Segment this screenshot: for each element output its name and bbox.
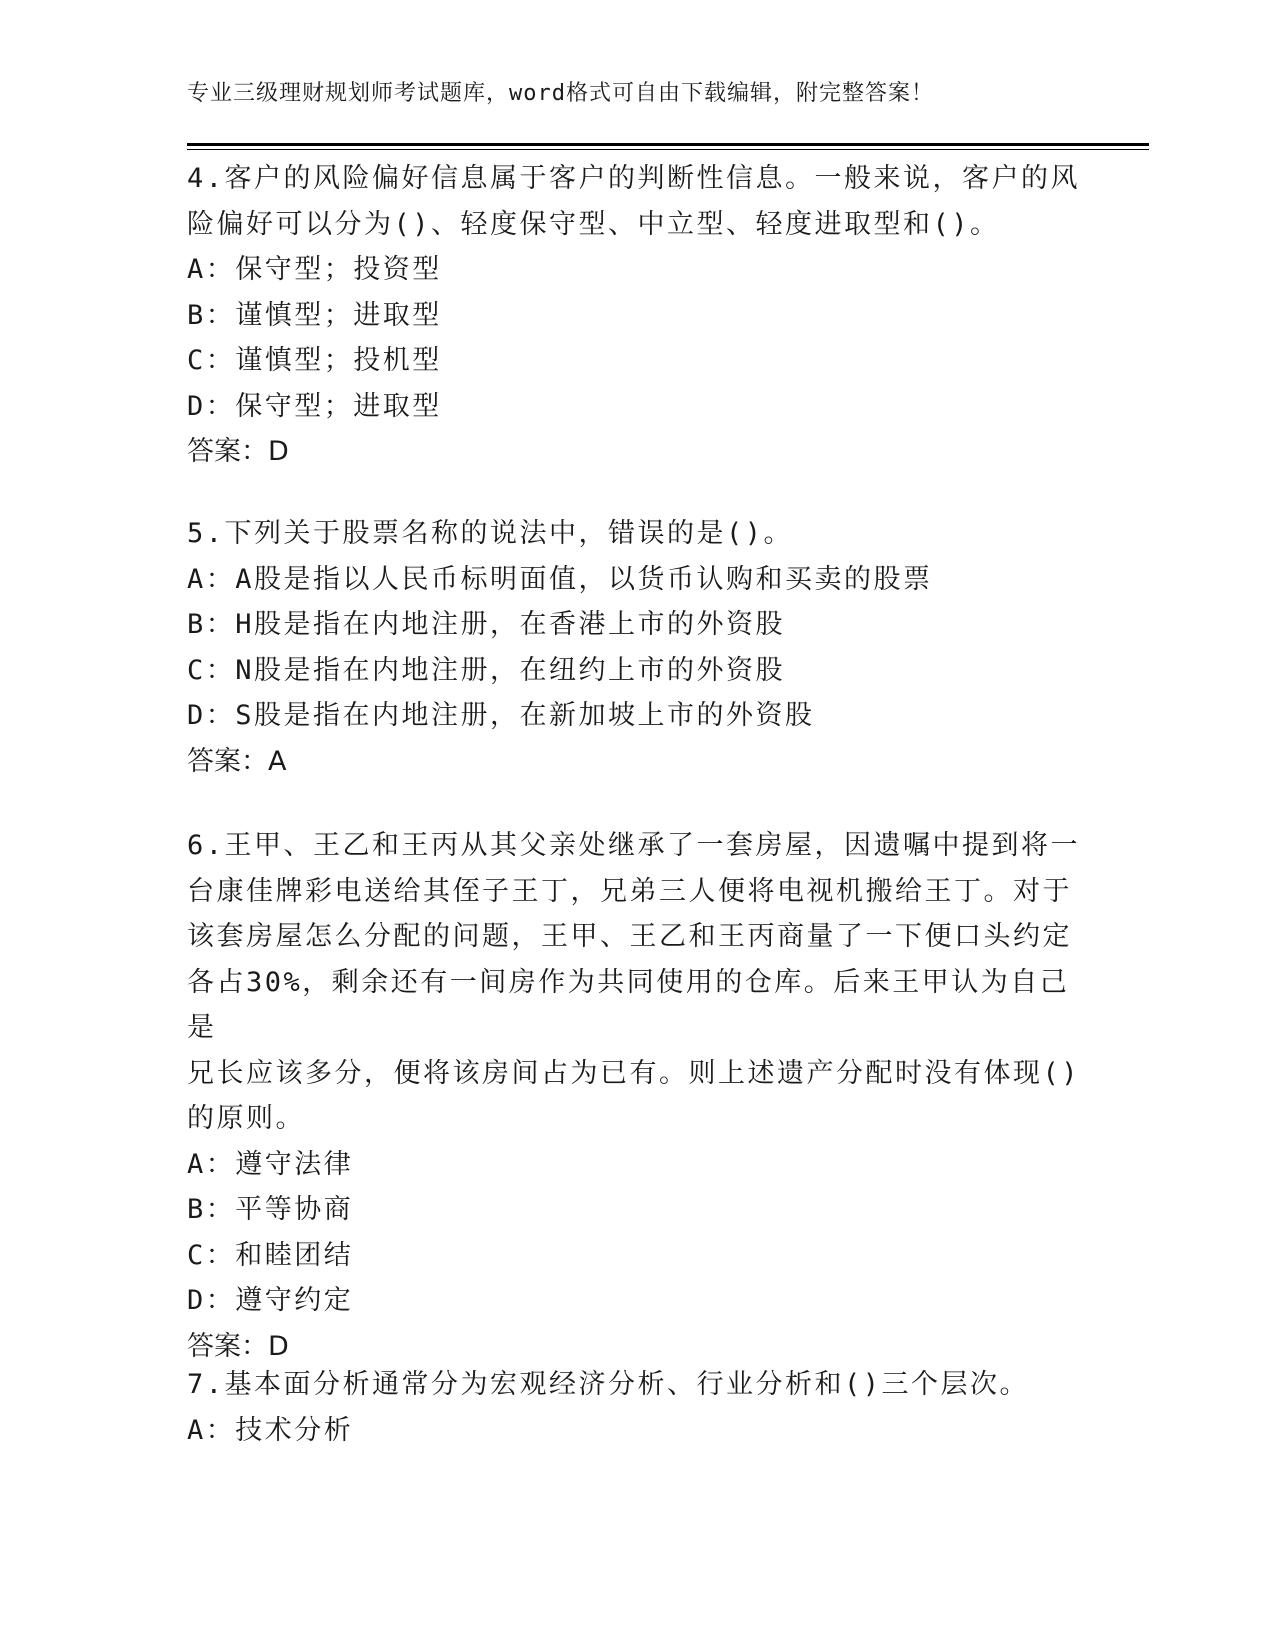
header-divider [187, 143, 1149, 146]
option-d: D：遵守约定 [187, 1285, 354, 1316]
answer: 答案：A [187, 745, 287, 777]
option-a: A：A股是指以人民币标明面值，以货币认购和买卖的股票 [187, 563, 933, 595]
question-stem: 6.王甲、王乙和王丙从其父亲处继承了一套房屋，因遗嘱中提到将一 台康佳牌彩电送给其侄子王丁，兄弟三人便将电视机搬给王丁。对于 该套房屋怎么分配的问题，王甲、王乙和王丙商量了一下便口头约定 各占30%，剩余还有一间房作为共同使用的仓库。后来王甲认为自己是 兄长应该多分，便将该房间占为已有。则上述遗产分配时没有体现() 的原则。 [187, 830, 1081, 1134]
option-a: A：技术分析 [187, 1414, 354, 1446]
question-7 [187, 1362, 1087, 1453]
question-stem: 5.下列关于股票名称的说法中，错误的是()。 [187, 518, 794, 549]
option-a: A：保守型；投资型 [187, 254, 442, 285]
option-b: B：谨慎型；进取型 [187, 299, 442, 331]
header-divider-thin [187, 149, 1149, 150]
option-b: B：H股是指在内地注册，在香港上市的外资股 [187, 609, 786, 640]
option-a: A：遵守法律 [187, 1148, 354, 1180]
option-c: C：和睦团结 [187, 1239, 354, 1271]
option-d: D：S股是指在内地注册，在新加坡上市的外资股 [187, 700, 815, 731]
option-c: C：谨慎型；投机型 [187, 345, 442, 376]
question-stem: 4.客户的风险偏好信息属于客户的判断性信息。一般来说，客户的风 险偏好可以分为()、轻度保守型、中立型、轻度进取型和()。 [187, 163, 1081, 240]
question-6 [187, 823, 1087, 1369]
option-c: C：N股是指在内地注册，在纽约上市的外资股 [187, 654, 786, 686]
question-4 [187, 156, 1087, 475]
option-b: B：平等协商 [187, 1194, 354, 1225]
option-d: D：保守型；进取型 [187, 390, 442, 422]
answer: 答案：D [187, 1330, 289, 1362]
answer: 答案：D [187, 436, 289, 467]
page-header: 专业三级理财规划师考试题库，word格式可自由下载编辑，附完整答案！ [187, 81, 934, 106]
question-5 [187, 511, 1087, 784]
question-stem: 7.基本面分析通常分为宏观经济分析、行业分析和()三个层次。 [187, 1369, 1030, 1400]
